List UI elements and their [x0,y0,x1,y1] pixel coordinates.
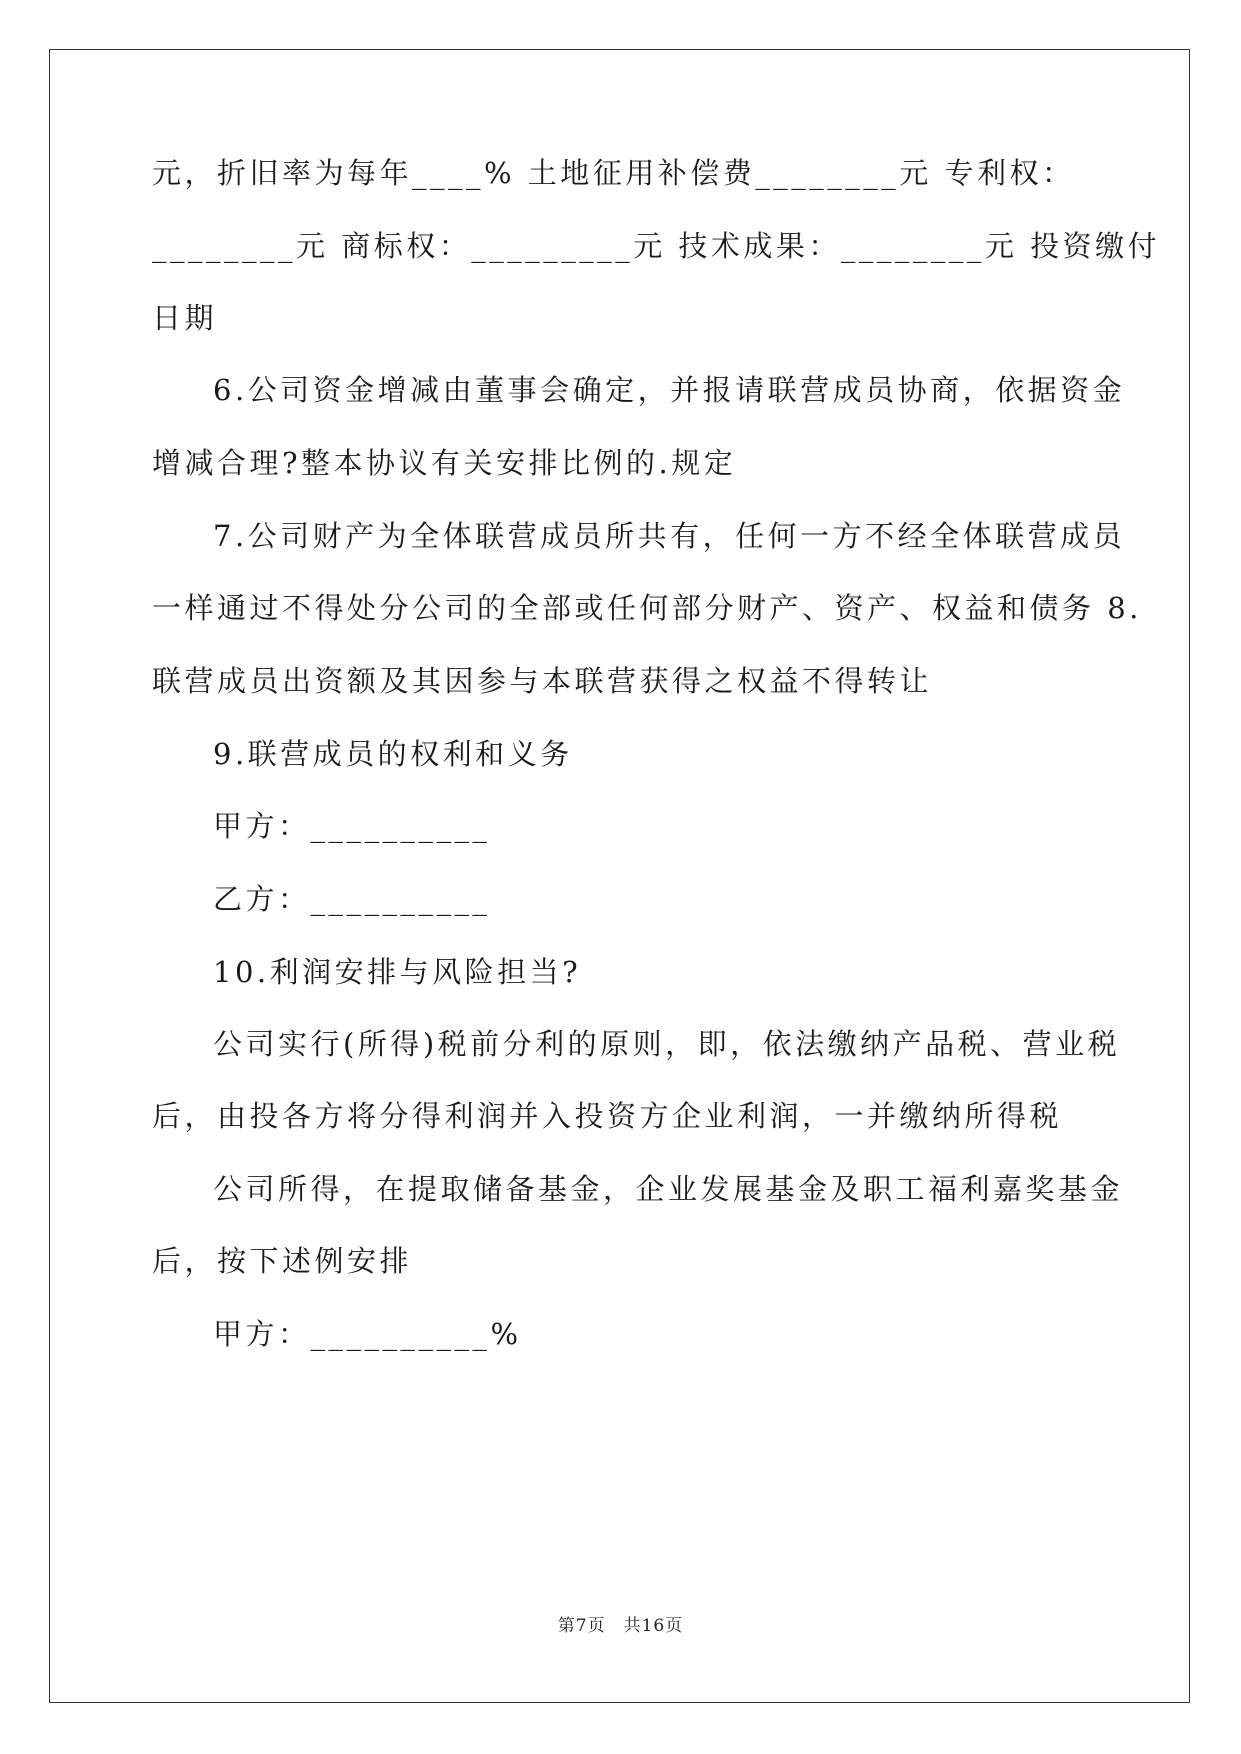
profit-paragraph-line-1: 公司实行(所得)税前分利的原则，即，依法缴纳产品税、营业税 [213,1027,1121,1061]
fund-paragraph-line-2: 后，按下述例安排 [152,1244,413,1278]
clause-6-line-2: 增减合理?整本协议有关安排比例的.规定 [152,446,737,480]
clause-9-heading: 9.联营成员的权利和义务 [213,737,573,771]
profit-paragraph-line-2: 后，由投各方将分得利润并入投资方企业利润，一并缴纳所得税 [152,1099,1063,1133]
clause-7-line-1: 7.公司财产为全体联营成员所共有，任何一方不经全体联营成员 [213,519,1126,553]
fund-paragraph-line-1: 公司所得，在提取储备基金，企业发展基金及职工福利嘉奖基金 [213,1172,1124,1206]
text-line-2: ________元 商标权：_________元 技术成果：________元 投资缴付 [152,229,1161,263]
clause-6-line-1: 6.公司资金增减由董事会确定，并报请联营成员协商，依据资金 [213,373,1126,407]
page-border [49,49,1190,1703]
page-footer: 第7页 共16页 [557,1616,684,1636]
party-a-percentage-field: 甲方：__________% [213,1317,522,1351]
party-b-field: 乙方：__________ [213,882,491,916]
clause-8-line: 联营成员出资额及其因参与本联营获得之权益不得转让 [152,664,933,698]
text-line-3: 日期 [152,301,218,335]
text-line-1: 元，折旧率为每年____% 土地征用补偿费________元 专利权： [152,156,1075,190]
clause-10-heading: 10.利润安排与风险担当? [213,955,582,989]
clause-7-line-2: 一样通过不得处分公司的全部或任何部分财产、资产、权益和债务 8. [152,591,1142,625]
party-a-field: 甲方：__________ [213,809,491,843]
